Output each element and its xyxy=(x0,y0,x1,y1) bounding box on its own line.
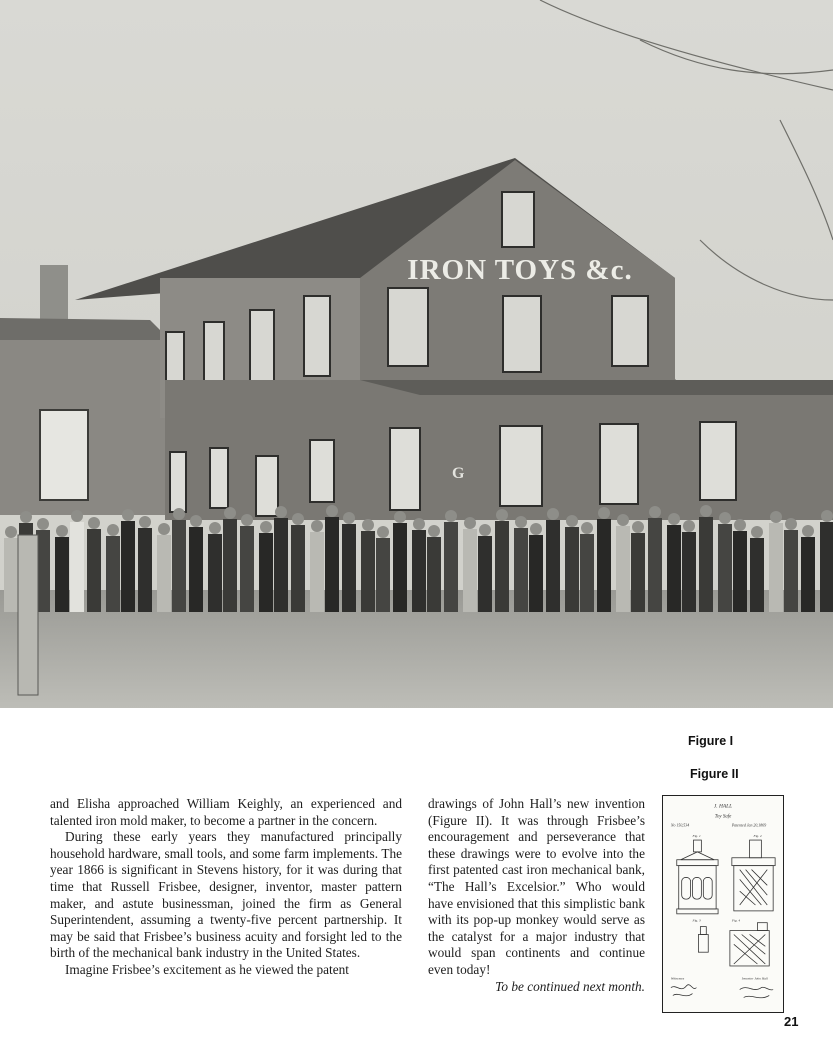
svg-text:Witnesses: Witnesses xyxy=(670,976,685,981)
worker-head xyxy=(802,525,814,537)
worker-figure xyxy=(138,528,152,612)
worker-head xyxy=(241,514,253,526)
worker-head xyxy=(515,516,527,528)
worker-head xyxy=(209,522,221,534)
worker-head xyxy=(56,525,68,537)
svg-text:Inventor John Hall: Inventor John Hall xyxy=(741,976,768,981)
worker-head xyxy=(122,509,134,521)
worker-head xyxy=(190,515,202,527)
worker-head xyxy=(71,510,83,522)
worker-head xyxy=(530,523,542,535)
worker-figure xyxy=(208,534,222,612)
worker-figure xyxy=(801,537,815,612)
worker-head xyxy=(158,523,170,535)
article-left-column xyxy=(50,796,402,979)
worker-head xyxy=(139,516,151,528)
worker-head xyxy=(668,513,680,525)
worker-head xyxy=(632,521,644,533)
worker-figure xyxy=(495,521,509,612)
worker-figure xyxy=(325,517,339,612)
worker-figure xyxy=(597,519,611,612)
worker-head xyxy=(479,524,491,536)
worker-head xyxy=(224,507,236,519)
svg-text:Fig. 3: Fig. 3 xyxy=(692,918,701,923)
worker-figure xyxy=(718,524,732,612)
article-middle-column xyxy=(428,796,645,995)
worker-figure xyxy=(648,518,662,612)
worker-head xyxy=(821,510,833,522)
worker-head xyxy=(107,524,119,536)
worker-figure xyxy=(106,536,120,612)
worker-head xyxy=(581,522,593,534)
worker-figure xyxy=(87,529,101,612)
paragraph: During these early years they manufactured principally household hardware, small tools, and some farm implements. The year 1866 is significant in Stevens history, for it was during that time that Russell Frisbee, designer, inventor, master pattern maker, and astute businessman, joined the firm as General Superintendent, assuming a twenty-five percent partnership. It may be said that Frisbee’s business acuity and forsight led to the birth of the mechanical bank industry in the United States. xyxy=(50,829,402,961)
worker-head xyxy=(326,505,338,517)
worker-head xyxy=(343,512,355,524)
worker-figure xyxy=(172,520,186,612)
worker-head xyxy=(464,517,476,529)
page-number: 21 xyxy=(784,1014,799,1029)
worker-figure xyxy=(444,522,458,612)
worker-head xyxy=(292,513,304,525)
worker-head xyxy=(173,508,185,520)
worker-figure xyxy=(70,522,84,612)
worker-head xyxy=(5,526,17,538)
worker-figure xyxy=(565,527,579,612)
worker-figure xyxy=(427,537,441,612)
door-letter: G xyxy=(452,465,465,482)
worker-figure xyxy=(478,536,492,612)
worker-head xyxy=(496,509,508,521)
paragraph: drawings of John Hall’s new invention (Figure II). It was through Frisbee’s encouragement and perseverance that these drawings were to evolve into the first patented cast iron mechanical bank, “The Hall’s Excelsior.” Who would have envisioned that this simplistic bank with its pop-up monkey would serve as the catalyst for a major industry that would span continents and continue even today! xyxy=(428,796,645,977)
worker-figure xyxy=(733,531,747,612)
worker-head xyxy=(260,521,272,533)
worker-figure xyxy=(240,526,254,612)
worker-figure xyxy=(259,533,273,612)
worker-head xyxy=(275,506,287,518)
worker-figure xyxy=(342,524,356,612)
worker-head xyxy=(598,507,610,519)
worker-figure xyxy=(769,523,783,612)
worker-figure xyxy=(274,518,288,612)
paragraph: Imagine Frisbee’s excitement as he viewed the patent xyxy=(65,961,349,977)
chimney xyxy=(40,265,68,325)
worker-figure xyxy=(463,529,477,612)
worker-head xyxy=(734,519,746,531)
worker-figure xyxy=(580,534,594,612)
worker-head xyxy=(700,505,712,517)
patent-date: Patented Jan 20,1869 xyxy=(731,822,767,828)
worker-head xyxy=(566,515,578,527)
patent-subheader: Toy Safe xyxy=(714,814,732,820)
patent-header: J. HALL xyxy=(713,803,733,810)
patent-drawing xyxy=(662,795,784,1013)
workers-crowd xyxy=(4,505,833,612)
iron-toys-sign: IRON TOYS &c. xyxy=(407,254,633,286)
continued-note: To be continued next month. xyxy=(495,978,645,994)
worker-head xyxy=(413,518,425,530)
worker-head xyxy=(428,525,440,537)
worker-figure xyxy=(820,522,833,612)
worker-figure xyxy=(682,532,696,612)
worker-head xyxy=(88,517,100,529)
worker-figure xyxy=(616,526,630,612)
worker-figure xyxy=(189,527,203,612)
worker-figure xyxy=(393,523,407,612)
figure-two-caption: Figure II xyxy=(690,767,739,781)
worker-figure xyxy=(699,517,713,612)
worker-head xyxy=(37,518,49,530)
worker-figure xyxy=(514,528,528,612)
worker-figure xyxy=(784,530,798,612)
worker-head xyxy=(311,520,323,532)
worker-figure xyxy=(546,520,560,612)
svg-text:Fig. 4: Fig. 4 xyxy=(731,918,741,923)
worker-figure xyxy=(223,519,237,612)
worker-head xyxy=(20,511,32,523)
worker-figure xyxy=(310,532,324,612)
worker-figure xyxy=(361,531,375,612)
worker-figure xyxy=(750,538,764,612)
worker-head xyxy=(377,526,389,538)
worker-head xyxy=(362,519,374,531)
bank-drawing xyxy=(671,840,775,998)
worker-head xyxy=(547,508,559,520)
worker-head xyxy=(617,514,629,526)
svg-text:Fig. 2: Fig. 2 xyxy=(753,834,762,839)
worker-figure xyxy=(291,525,305,612)
worker-figure xyxy=(529,535,543,612)
worker-figure xyxy=(55,537,69,612)
worker-figure xyxy=(376,538,390,612)
fence-post xyxy=(18,535,38,695)
patent-number: No 150,534 xyxy=(670,822,690,828)
worker-figure xyxy=(412,530,426,612)
paragraph: and Elisha approached William Keighly, an experienced and talented iron mold maker, to become a partner in the concern. xyxy=(50,796,402,828)
worker-head xyxy=(719,512,731,524)
worker-figure xyxy=(667,525,681,612)
worker-figure xyxy=(631,533,645,612)
worker-head xyxy=(751,526,763,538)
worker-head xyxy=(785,518,797,530)
worker-head xyxy=(649,506,661,518)
worker-head xyxy=(770,511,782,523)
worker-figure xyxy=(157,535,171,612)
worker-head xyxy=(394,511,406,523)
worker-head xyxy=(683,520,695,532)
worker-figure xyxy=(121,521,135,612)
svg-text:Fig. 1: Fig. 1 xyxy=(692,834,701,839)
worker-figure xyxy=(4,538,18,612)
figure-one-caption: Figure I xyxy=(688,734,734,748)
worker-head xyxy=(445,510,457,522)
